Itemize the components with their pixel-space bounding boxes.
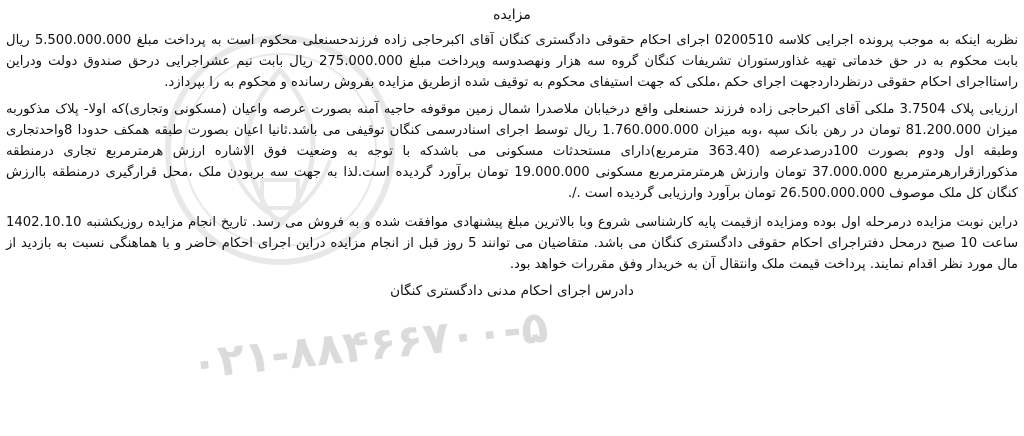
notice-paragraph-2: ارزیابی پلاک 3.7504 ملکی آقای اکبرحاجی زاده فرزند حسنعلی واقع درخیابان ملاصدرا شمال زمین موقوفه حاجیه آمنه بصورت عرصه واعیان (مسکونی وتجاری)که اولا- پلاک مذکوربه میزان 81.200.000 تومان در رهن بانک سپه ،وبه میزان 1.760.000.000 ریال توسط اجرای اسنادرسمی کنگان توقیفی می باشد.ثانیا اعیان بصورت طبقه همکف حدودا 8واحدتجاری وطبقه اول ودوم بصورت 100درصدعرصه (363.40 مترمربع)دارای مستحدثات مسکونی می باشدکه با توجه به وضعیت فوق الاشاره ارزش هرمترمربع تجاری درمنطقه مذکورازقرارهرمترمربع 37.000.000 تومان وارزش هرمترمترمربع مسکونی 19.000.000 تومان برآورد گردیده است.لذا به جهت سه بربودن ملک ،محل قرارگیری درمنطقه باارزش کنگان کل ملک موصوف 26.500.000.000 تومان برآورد وارزیابی گردیده است ./. xyxy=(6,102,1018,201)
notice-paragraph-1: نظربه اینکه به موجب پرونده اجرایی کلاسه 0200510 اجرای احکام حقوقی دادگستری کنگان آقای اکبرحاجی زاده فرزندحسنعلی محکوم است به پرداخت مبلغ 5.500.000.000 ریال بابت محکوم به در حق خدماتی تهیه غذاورستوران تشریفات کنگان گروه سه هزار ونهصدوسه وپرداخت مبلغ 275.000.000 ریال بابت نیم عشراجرایی درحق صندوق دولت ودراین راستااجرای احکام حقوقی درنظرداردجهت اجرای حکم ،ملکی که جهت استیفای محکوم به توقیف شده ازطریق مزایده بفروش رسانده و محکوم به را بپردازد. xyxy=(6,33,1018,90)
notice-title: مزایده xyxy=(493,7,531,23)
signature-line: دادرس اجرای احکام مدنی دادگستری کنگان xyxy=(390,283,634,299)
phone-watermark: ۰۲۱-۸۸۴۶۶۷۰۰-۵ xyxy=(188,301,551,390)
notice-paragraph-3: دراین نوبت مزایده درمرحله اول بوده ومزایده ازقیمت پایه کارشناسی شروع وبا بالاترین مبلغ پیشنهادی موافقت شده و به فروش می رسد. تاریخ انجام مزایده روزیکشنبه 1402.10.10 ساعت 10 صبح درمحل دفتراجرای احکام حقوقی دادگستری کنگان می باشد. متقاضیان می توانند 5 روز قبل از انجام مزایده دراین اجرای احکام حاضر و با هماهنگی نسبت به بازدید از مال مورد نظر اقدام نمایند. پرداخت قیمت ملک وانتقال آن به خریدار وفق مقررات خواهد بود. xyxy=(6,215,1019,272)
